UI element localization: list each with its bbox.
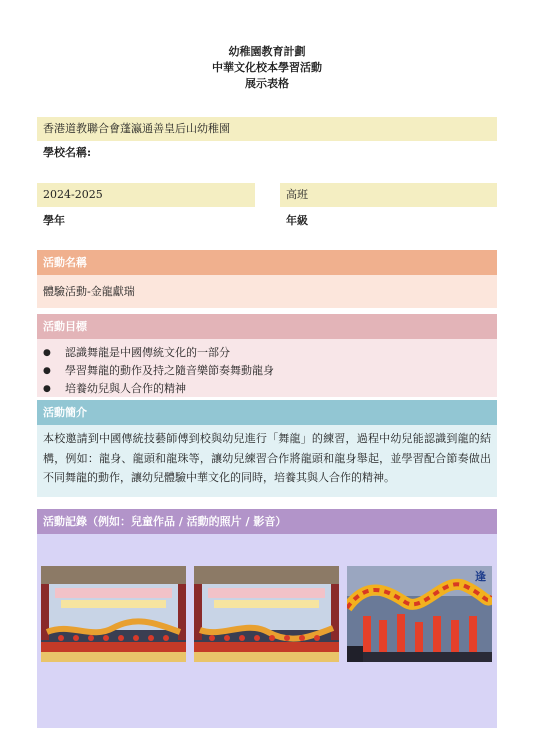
document-header <box>0 44 534 92</box>
school-name-field[interactable]: 香港道教聯合會蓬瀛通善皇后山幼稚園 <box>37 117 497 141</box>
activity-name-heading: 活動名稱 <box>37 250 497 275</box>
school-year-label: 學年 <box>43 214 65 227</box>
goal-item: ● 認識舞龍是中國傳統文化的一部分 <box>43 344 497 362</box>
header-title: 幼稚園教育計劃 <box>228 45 306 58</box>
bullet-icon: ● <box>43 384 51 394</box>
bullet-icon: ● <box>43 366 51 376</box>
school-year-field[interactable]: 2024-2025 <box>37 183 255 207</box>
goals-heading: 活動目標 <box>37 314 497 339</box>
goals-list <box>37 339 497 398</box>
record-heading: 活動記錄（例如：兒童作品 / 活動的照片 / 影音） <box>37 509 497 534</box>
header-form-title: 展示表格 <box>245 77 289 90</box>
school-name-label: 學校名稱: <box>43 146 92 159</box>
goal-item: ● 學習舞龍的動作及持之隨音樂節奏舞動龍身 <box>43 362 497 380</box>
photo-banner-text: 逢 <box>475 570 486 583</box>
bullet-icon: ● <box>43 348 51 358</box>
activity-name-value[interactable]: 體驗活動-金龍獻瑞 <box>37 275 497 308</box>
header-subtitle: 中華文化校本學習活動 <box>212 61 322 74</box>
stage-dragon-dance-photo-1[interactable] <box>41 566 186 662</box>
intro-heading: 活動簡介 <box>37 400 497 425</box>
grade-label: 年級 <box>286 214 308 227</box>
intro-text[interactable]: 本校邀請到中國傳統技藝師傅到校與幼兒進行「舞龍」的練習，過程中幼兒能認識到龍的結構，例如：龍身、龍頭和龍珠等，讓幼兒練習合作將龍頭和龍身舉起，並學習配合節奏做出不同舞龍的動作，讓幼兒體驗中華文化的同時，培養其與人合作的精神。 <box>37 425 497 497</box>
goal-item: ● 培養幼兒與人合作的精神 <box>43 380 497 398</box>
goals-body <box>37 339 497 397</box>
dragon-closeup-photo[interactable] <box>347 566 492 662</box>
stage-dragon-dance-photo-2[interactable] <box>194 566 339 662</box>
grade-field[interactable]: 高班 <box>280 183 497 207</box>
